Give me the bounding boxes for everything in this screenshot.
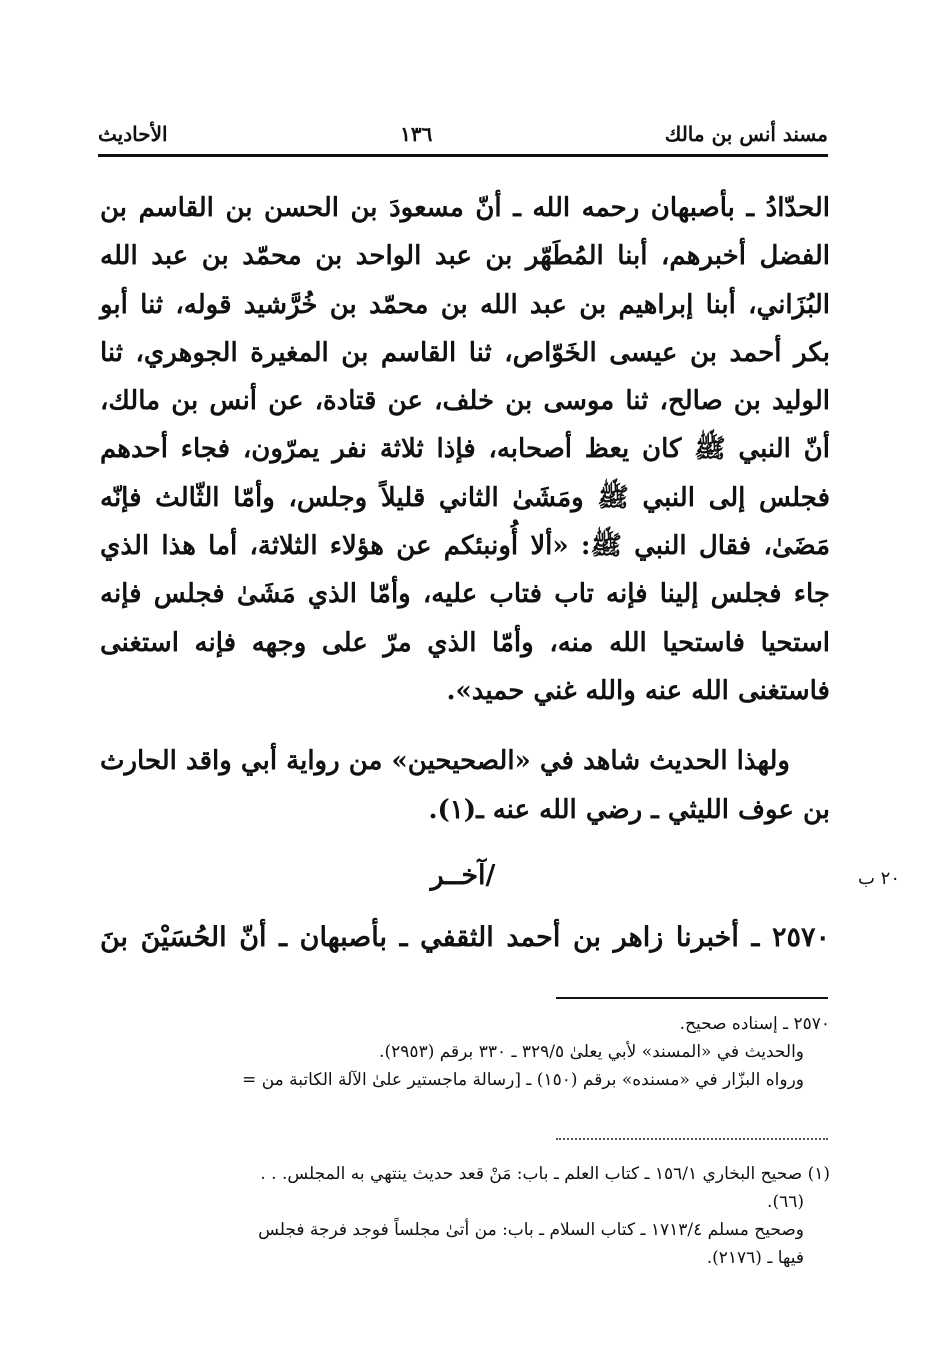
- footnote-2570: [92, 1010, 830, 1094]
- footnote-separator: [556, 997, 828, 999]
- footnote-line: والحديث في «المسند» لأبي يعلىٰ ٣٢٩/٥ ـ ٣٣٠ برقم (٢٩٥٣).: [379, 1042, 804, 1062]
- header-book-title: مسند أنس بن مالك: [664, 122, 828, 146]
- footnote-dotted-separator: [556, 1138, 828, 1140]
- page-number: ١٣٦: [400, 122, 433, 146]
- footnote-line: فيها ـ (٢١٧٦).: [706, 1248, 804, 1268]
- header-section-title: الأحاديث: [98, 122, 168, 146]
- footnote-line: ورواه البزّار في «مسنده» برقم (١٥٠) ـ [رسالة ماجستير علىٰ الآلة الكاتبة من =: [242, 1070, 804, 1090]
- running-header: [98, 112, 828, 157]
- manuscript-folio-note: ٢٠ ب: [857, 868, 900, 889]
- footnote-line: (٦٦).: [767, 1192, 804, 1212]
- footnote-1: [92, 1160, 830, 1272]
- commentary-paragraph: ولهذا الحديث شاهد في «الصحيحين» من رواية أبي واقد الحارث بن عوف الليثي ـ رضي الله عنه ـ(١).: [100, 746, 830, 825]
- footnote-line: (١) صحيح البخاري ١٥٦/١ ـ كتاب العلم ـ باب: مَنْ قعد حديث ينتهي به المجلس. . .: [260, 1164, 830, 1184]
- footnote-line: ٢٥٧٠ ـ إسناده صحيح.: [679, 1014, 830, 1034]
- hadith-2570-opening: ٢٥٧٠ ـ أخبرنا زاهر بن أحمد الثقفي ـ بأصبهان ـ أنّ الحُسَيْنَ بنَ: [100, 922, 830, 953]
- main-text: [100, 184, 830, 834]
- hadith-paragraph: الحدّادُ ـ بأصبهان رحمه الله ـ أنّ مسعودَ بن الحسن بن القاسم بن الفضل أخبرهم، أبنا المُطَهّر بن عبد الواحد بن محمّد بن عبد الله البُزَاني، أبنا إبراهيم بن عبد الله بن محمّد بن خُرَّشيد قوله، ثنا أبو بكر أحمد بن عيسى الخَوّاص، ثنا القاسم بن المغيرة الجوهري، ثنا الوليد بن صالح، ثنا موسى بن خلف، عن قتادة، عن أنس بن مالك، أنّ النبي ﷺ كان يعظ أصحابه، فإذا ثلاثة نفر يمرّون، فجاء أحدهم فجلس إلى النبي ﷺ ومَشَىٰ الثاني قليلاً وجلس، وأمّا الثّالث فإنّه مَضَىٰ، فقال النبي ﷺ: «ألا أُونبئكم عن هؤلاء الثلاثة، أما هذا الذي جاء فجلس إلينا فإنه تاب فتاب عليه، وأمّا الذي مَشَىٰ فجلس فإنه استحيا فاستحيا الله منه، وأمّا الذي مرّ على وجهه فإنه استغنى فاستغنى الله عنه والله غني حميد».: [100, 193, 831, 706]
- footnote-line: وصحيح مسلم ١٧١٣/٤ ـ كتاب السلام ـ باب: من أتىٰ مجلساً فوجد فرجة فجلس: [258, 1220, 804, 1240]
- manuscript-divider: /آخــر: [430, 860, 496, 891]
